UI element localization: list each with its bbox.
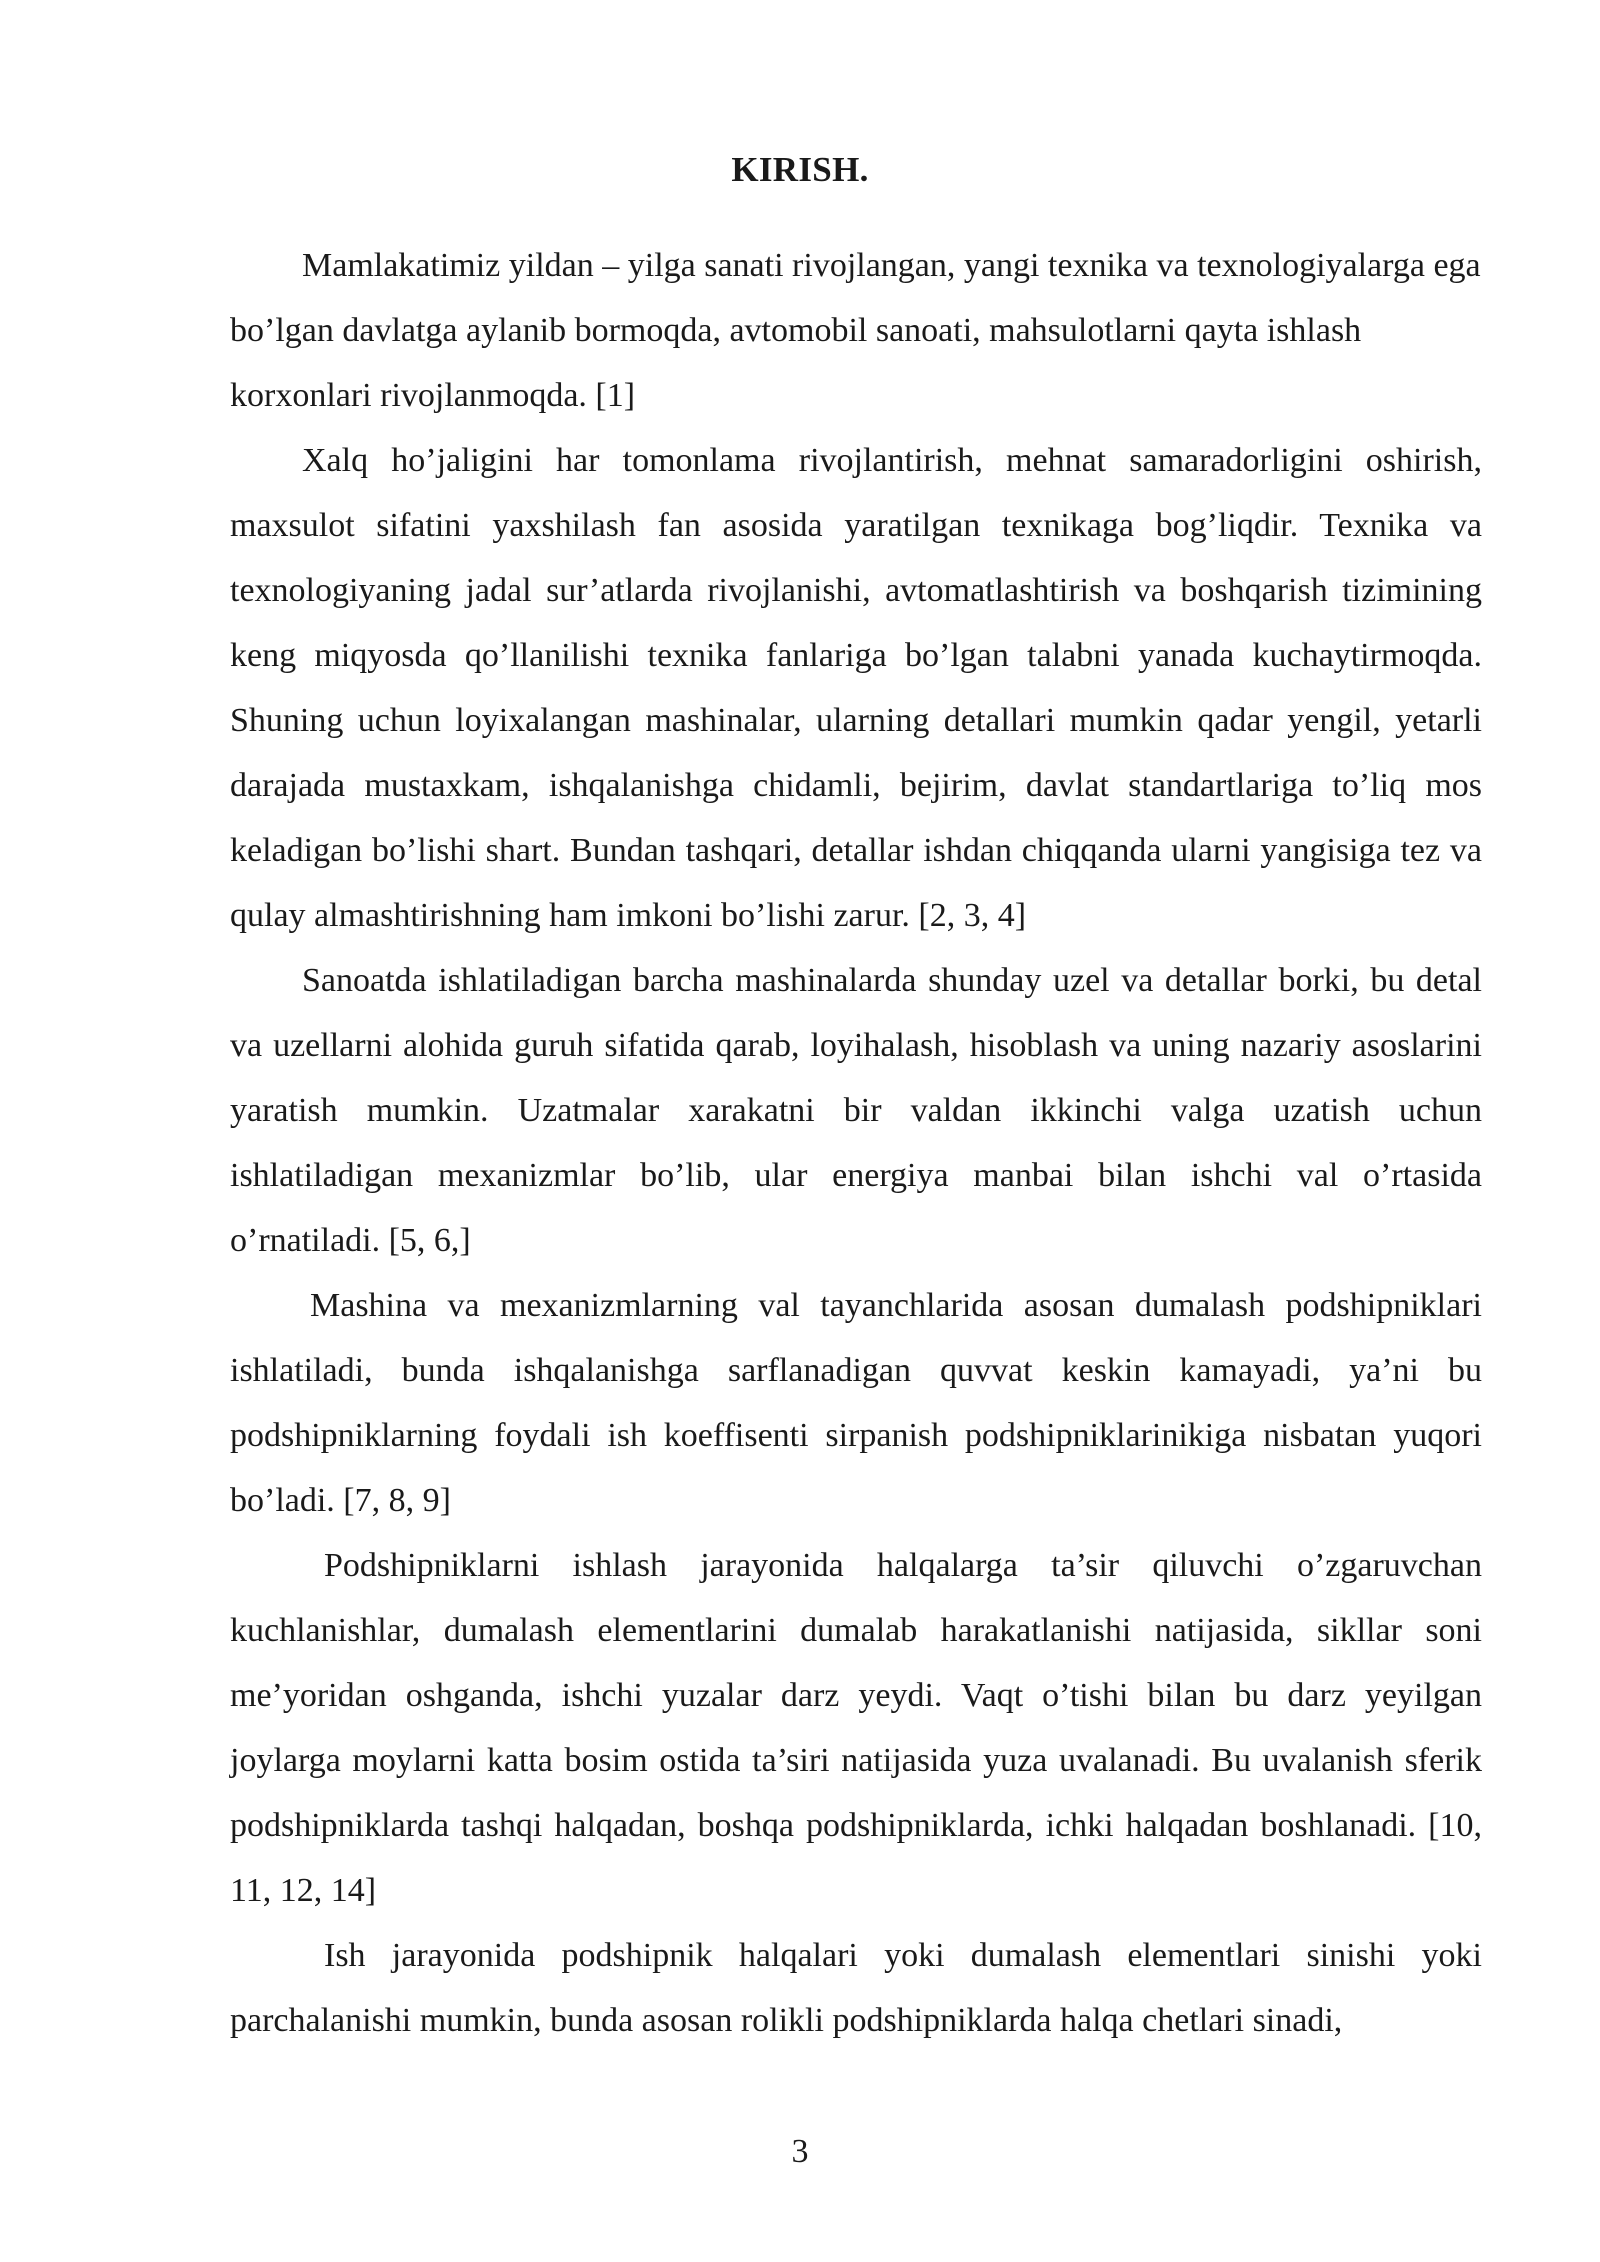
paragraph-intro: Mamlakatimiz yildan – yilga sanati rivojlangan, yangi texnika va texnologiyalarga ega bo’lgan davlatga aylanib bormoqda, avtomobil sanoati, mahsulotlarni qayta ishlash korxonlari rivojlanmoqda. [1] [230,247,1481,414]
paragraph-machine-parts: Sanoatda ishlatiladigan barcha mashinalarda shunday uzel va detallar borki, bu detal va uzellarni alohida guruh sifatida qarab, loyihalash, hisoblash va uning nazariy asoslarini yaratish mumkin. Uzatmalar xarakatni bir valdan ikkinchi valga uzatish uchun ishlatiladigan mexanizmlar bo’lib, ular energiya manbai bilan ishchi val o’rtasida o’rnatiladi. [5, 6,] [230,962,1482,1259]
paragraph-rolling-bearings: Mashina va mexanizmlarning val tayanchlarida asosan dumalash podshipniklari ishlatiladi, bunda ishqalanishga sarflanadigan quvvat keskin kamayadi, ya’ni bu podshipniklarning foydali ish koeffisenti sirpanish podshipniklarinikiga nisbatan yuqori bo’ladi. [7, 8, 9] [230,1287,1482,1519]
page-number: 3 [791,2133,809,2170]
paragraph-bearing-wear: Podshipniklarni ishlash jarayonida halqalarga ta’sir qiluvchi o’zgaruvchan kuchlanishlar, dumalash elementlarini dumalab harakatlanishi natijasida, sikllar soni me’yoridan oshganda, ishchi yuzalar darz yeydi. Vaqt o’tishi bilan bu darz yeyilgan joylarga moylarni katta bosim ostida ta’siri natijasida yuza uvalanadi. Bu uvalanish sferik podshipniklarda tashqi halqadan, boshqa podshipniklarda, ichki halqadan boshlanadi. [10, 11, 12, 14] [230,1547,1482,1909]
paragraph-bearing-failure: Ish jarayonida podshipnik halqalari yoki dumalash elementlari sinishi yoki parchalanishi mumkin, bunda asosan rolikli podshipniklarda halqa chetlari sinadi, [230,1937,1482,2039]
section-heading: KIRISH. [731,150,869,189]
body-text [230,233,1482,2053]
paragraph-economy: Xalq ho’jaligini har tomonlama rivojlantirish, mehnat samaradorligini oshirish, maxsulot sifatini yaxshilash fan asosida yaratilgan texnikaga bog’liqdir. Texnika va texnologiyaning jadal sur’atlarda rivojlanishi, avtomatlashtirish va boshqarish tizimining keng miqyosda qo’llanilishi texnika fanlariga bo’lgan talabni yanada kuchaytirmoqda. Shuning uchun loyixalangan mashinalar, ularning detallari mumkin qadar yengil, yetarli darajada mustaxkam, ishqalanishga chidamli, bejirim, davlat standartlariga to’liq mos keladigan bo’lishi shart. Bundan tashqari, detallar ishdan chiqqanda ularni yangisiga tez va qulay almashtirishning ham imkoni bo’lishi zarur. [2, 3, 4] [230,442,1482,934]
